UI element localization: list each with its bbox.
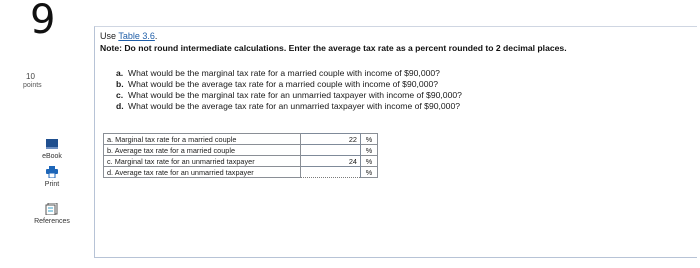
unit-label: %	[361, 167, 378, 178]
sidebar-item-ebook[interactable]	[22, 138, 82, 160]
printer-icon	[45, 166, 59, 178]
instruction-note: Note: Do not round intermediate calculations. Enter the average tax rate as a percent rounded to 2 decimal places.	[100, 43, 567, 53]
sidebar-item-label: eBook	[42, 153, 62, 160]
points-value: 10	[26, 72, 35, 81]
table-row	[104, 134, 378, 145]
list-item: c. What would be the marginal tax rate for an unmarried taxpayer with income of $90,000?	[116, 90, 462, 100]
answer-table	[103, 133, 378, 178]
answer-input[interactable]	[301, 145, 361, 156]
answer-label: a. Marginal tax rate for a married couple	[104, 134, 301, 145]
sidebar-item-label: Print	[44, 181, 60, 188]
question-list	[116, 68, 462, 112]
table-link[interactable]: Table 3.6	[118, 31, 155, 41]
answer-input[interactable]	[301, 167, 361, 178]
unit-label: %	[361, 156, 378, 167]
points-label: points	[23, 82, 42, 89]
answer-input[interactable]: 24	[301, 156, 361, 167]
table-row	[104, 167, 378, 178]
sidebar-item-label: References	[34, 218, 70, 225]
unit-label: %	[361, 145, 378, 156]
table-reference-line: Use Table 3.6.	[100, 31, 158, 41]
list-item: a. What would be the marginal tax rate for a married couple with income of $90,000?	[116, 68, 440, 78]
sidebar-item-print[interactable]	[22, 166, 82, 188]
answer-label: b. Average tax rate for a married couple	[104, 145, 301, 156]
unit-label: %	[361, 134, 378, 145]
list-item: d. What would be the average tax rate for an unmarried taxpayer with income of $90,000?	[116, 101, 461, 111]
list-item: b. What would be the average tax rate for a married couple with income of $90,000?	[116, 79, 439, 89]
book-icon	[45, 138, 59, 150]
answer-label: c. Marginal tax rate for an unmarried taxpayer	[104, 156, 301, 167]
table-row	[104, 145, 378, 156]
table-row	[104, 156, 378, 167]
references-icon	[45, 203, 59, 215]
sidebar-item-references[interactable]	[22, 203, 82, 225]
question-number: 9	[30, 0, 56, 43]
answer-label: d. Average tax rate for an unmarried taxpayer	[104, 167, 301, 178]
answer-input[interactable]: 22	[301, 134, 361, 145]
